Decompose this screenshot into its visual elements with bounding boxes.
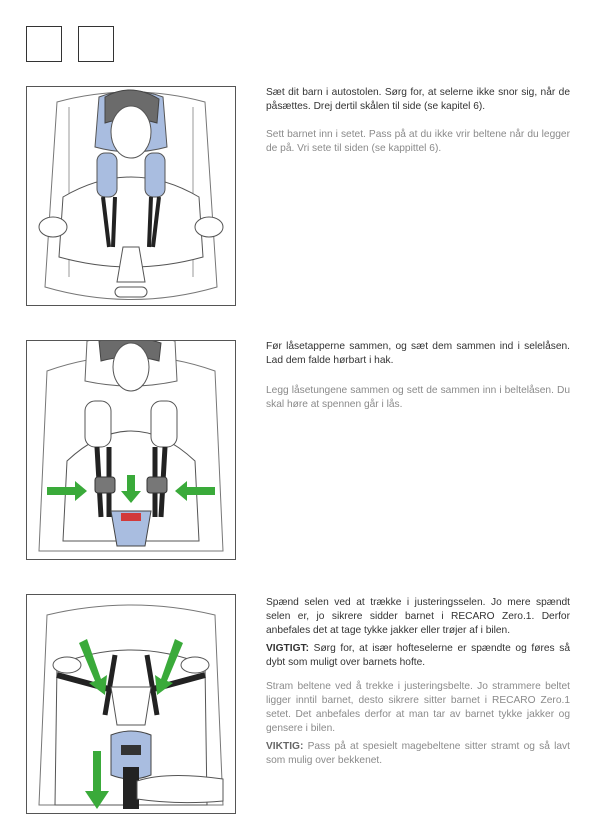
step-3-norwegian: Stram beltene ved å trekke i justeringsbelte. Jo strammere beltet ligger inntil barnet, desto sikrere sitter barnet i RECARO Zero.1 setet. Det anbefales derfor at man tar av barnet tykke jakker og gensere i bilen. (266, 681, 570, 734)
step-3-danish-warning-text: Sørg for, at især hofteselerne er spændte og føres så dybt som muligt over barnets hofte. (266, 643, 570, 668)
step-3-norwegian-warning-text: Pass på at spesielt magebeltene sitter stramt og så lavt som mulig over bekkenet. (266, 741, 570, 766)
language-box-2 (78, 26, 114, 62)
step-2-danish: Før låsetapperne sammen, og sæt dem sammen ind i selelåsen. Lad dem falde hørbart i hak. (266, 341, 570, 366)
illustration-step-3 (26, 594, 236, 814)
language-box-1 (26, 26, 62, 62)
step-3-norwegian-warning-label: VIKTIG: (266, 741, 304, 752)
step-3-danish-warning (266, 642, 570, 670)
step-3-norwegian-warning (266, 740, 570, 768)
illustration-step-2 (26, 340, 236, 560)
step-3-danish-warning-label: VIGTIGT: (266, 643, 310, 654)
step-2-norwegian: Legg låsetungene sammen og sett de sammen inn i beltelåsen. Du skal høre at spennen går i lås. (266, 385, 570, 410)
step-3-danish: Spænd selen ved at trække i justeringsselen. Jo mere spændt selen er, jo sikrere sidder barnet i RECARO Zero.1. Derfor anbefales det at tage tykke jakker eller trøjer af i bilen. (266, 597, 570, 636)
step-2-text (266, 340, 570, 412)
step-1-danish: Sæt dit barn i autostolen. Sørg for, at selerne ikke snor sig, når de påsættes. Drej dertil skålen til side (se kapitel 6). (266, 87, 570, 112)
step-1-norwegian: Sett barnet inn i setet. Pass på at du ikke vrir beltene når du legger de på. Vri sete til siden (se kappittel 6). (266, 129, 570, 154)
illustration-step-1 (26, 86, 236, 306)
step-1-text (266, 86, 570, 156)
step-3-text (266, 596, 570, 768)
